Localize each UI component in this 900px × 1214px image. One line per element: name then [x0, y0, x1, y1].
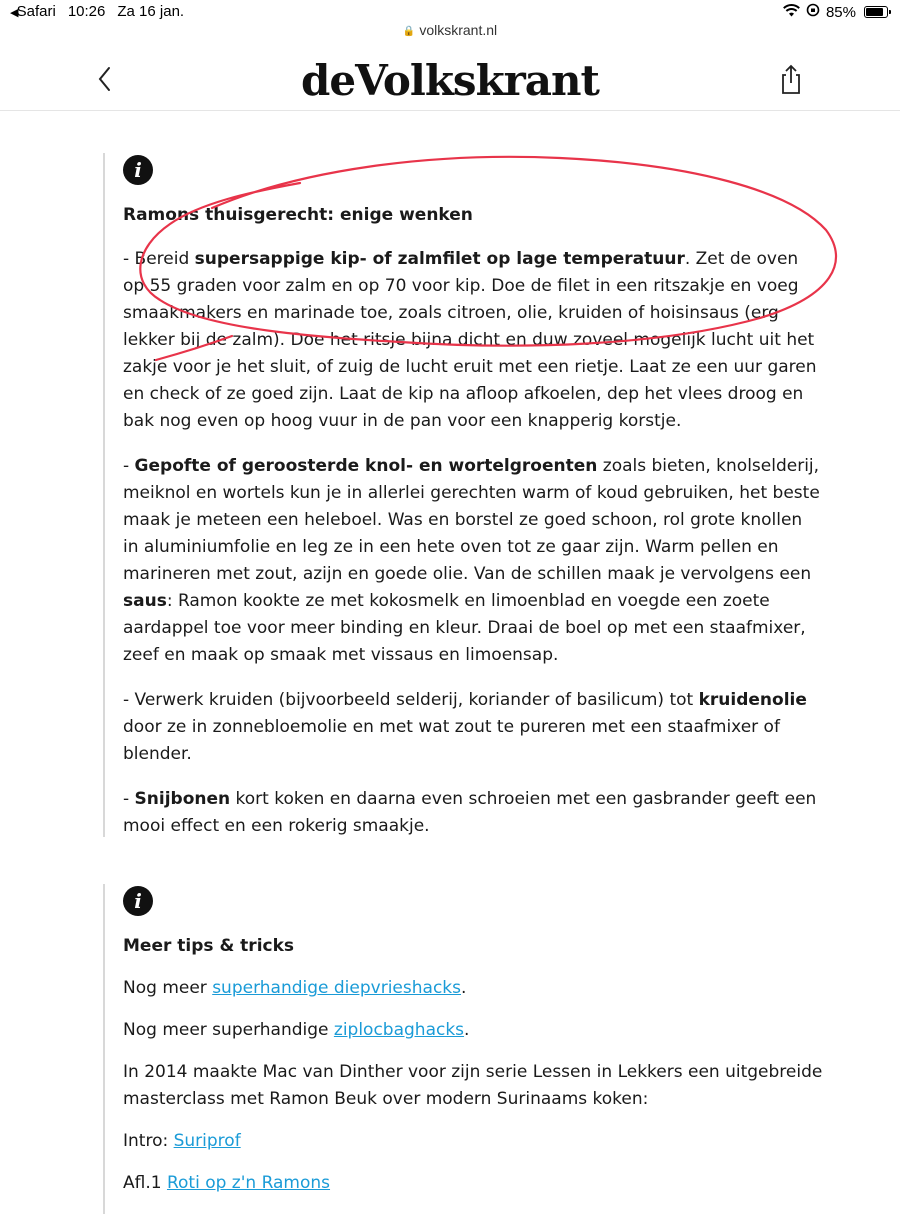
tips-box [103, 153, 823, 837]
battery-icon [864, 6, 888, 18]
box-title: Ramons thuisgerecht: enige wenken [123, 205, 473, 225]
more-tips-box [103, 884, 823, 1214]
box-title: Meer tips & tricks [123, 936, 295, 956]
roti-link[interactable]: Roti op z'n Ramons [166, 1173, 331, 1193]
link-line: Afl.1 Roti op z'n Ramons [123, 1173, 331, 1193]
url-bar[interactable] [0, 22, 900, 42]
suriprof-link[interactable]: Suriprof [173, 1131, 241, 1151]
status-date: Za 16 jan. [117, 3, 185, 20]
link-line: Nog meer superhandige ziplocbaghacks. [123, 1020, 470, 1040]
tip-paragraph: - Gepofte of geroosterde knol- en wortelgroenten zoals bieten, knolselderij, meiknol en wortels kun je in allerlei gerechten warm of koud gebruiken, het beste maak je meteen een heleboel. Was en borstel ze goed schoon, rol grote knollen in aluminiumfolie en leg ze in een hete oven tot ze gaar zijn. Warm pellen en marineren met zout, azijn en goede olie. Van de schillen maak je vervolgens een saus: Ramon kookte ze met kokosmelk en limoenblad en voegde een zoete aardappel toe voor meer binding en kleur. Draai de boel op met een staafmixer, zeef en maak op smaak met vissaus en limoensap. [123, 456, 820, 665]
share-button[interactable] [776, 62, 806, 96]
link-line: Intro: Suriprof [123, 1131, 241, 1151]
site-header [0, 48, 900, 111]
site-logo[interactable]: deVolkskrant [301, 56, 599, 105]
wifi-icon [783, 4, 800, 21]
tip-paragraph: - Snijbonen kort koken en daarna even schroeien met een gasbrander geeft een mooi effect en een rokerig smaakje. [123, 789, 817, 836]
battery-percent: 85% [825, 3, 856, 21]
diepvrieshacks-link[interactable]: superhandige diepvrieshacks [212, 978, 461, 998]
url-text: volkskrant.nl [419, 22, 498, 38]
lock-icon: 🔒 [402, 26, 416, 37]
rotation-lock-icon [806, 3, 820, 21]
share-icon [776, 62, 806, 96]
ziplocbaghacks-link[interactable]: ziplocbaghacks [333, 1020, 465, 1040]
status-time: 10:26 [67, 3, 106, 20]
masterclass-paragraph: In 2014 maakte Mac van Dinther voor zijn serie Lessen in Lekkers een uitgebreide masterclass met Ramon Beuk over modern Surinaams koken: [123, 1062, 823, 1109]
link-line: Nog meer superhandige diepvrieshacks. [123, 978, 467, 998]
status-bar [0, 0, 900, 24]
tip-paragraph: - Verwerk kruiden (bijvoorbeeld selderij, koriander of basilicum) tot kruidenolie door ze in zonnebloemolie en met wat zout te pureren met een staafmixer of blender. [123, 690, 807, 764]
info-icon: i [123, 886, 153, 916]
info-icon: i [123, 155, 153, 185]
tip-paragraph: - Bereid supersappige kip- of zalmfilet op lage temperatuur. Zet de oven op 55 graden voor zalm en op 70 voor kip. Doe de filet in een ritszakje en voeg smaakmakers en marinade toe, zoals citroen, olie, kruiden of hoisinsaus (erg lekker bij de zalm). Doe het ritsje bijna dicht en duw zoveel mogelijk lucht uit het zakje voor je het sluit, of zuig de lucht eruit met een rietje. Laat ze een uur garen en check of ze goed zijn. Laat de kip na afloop afkoelen, dep het vlees droog en bak nog even op hoog vuur in de pan voor een knapperig korstje. [123, 249, 817, 431]
back-to-app-button[interactable]: ◀ Safari [10, 3, 56, 20]
